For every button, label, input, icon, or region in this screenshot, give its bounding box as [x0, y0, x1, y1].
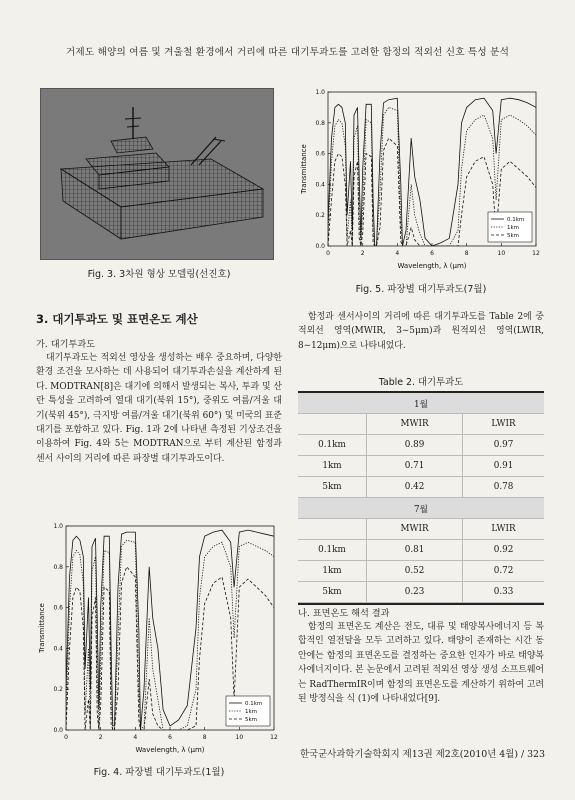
header-blank — [298, 519, 367, 540]
y-tick-label: 0.4 — [315, 181, 325, 189]
distance-cell: 5km — [298, 477, 367, 498]
fig4-chart-container — [36, 520, 282, 760]
y-tick-label: 1.0 — [53, 523, 63, 530]
subsection-b-title: 나. 표면온도 해석 결과 — [298, 608, 390, 619]
x-tick-label: 2 — [98, 734, 103, 741]
distance-cell: 0.1km — [298, 540, 367, 561]
x-tick-label: 2 — [360, 250, 365, 257]
table-row — [298, 540, 544, 561]
table-row — [298, 477, 544, 498]
paragraph-atmospheric: 대기투과도는 적외선 영상을 생성하는 배우 중요하며, 다양한 환경 조건을 모사하는 데 사용되어 대기투과손실을 계산하게 된다. MODTRAN[8]은 대기에 의해서 발생되는 복사, 투과 및 산란 특성을 고려하여 열대 대기(북위 15°), 중위도 여름/겨울 대기(북위 45°), 극지방 여름/겨울 대기(북위 60°) 및 미국의 표준 대기를 포함하고 있다. Fig. 1과 2에 나타낸 측정된 기상조건을 이용하여 Fig. 4와 5는 MODTRAN으로 부터 계산된 함정과 센서 사이의 거리에 따른 파장별 대기투과도이다. — [36, 353, 282, 464]
x-axis-label: Wavelength, λ (μm) — [397, 262, 467, 270]
x-tick-label: 4 — [133, 734, 138, 741]
y-tick-label: 0.0 — [315, 243, 325, 250]
legend-label: 0.1km — [507, 217, 525, 223]
value-cell: 0.78 — [463, 477, 544, 498]
y-tick-label: 1.0 — [315, 89, 325, 96]
ship-model-image — [40, 88, 274, 260]
y-tick-label: 0.8 — [315, 119, 325, 127]
month-label: 7월 — [298, 498, 544, 519]
x-axis-label: Wavelength, λ (μm) — [135, 746, 205, 754]
x-tick-label: 0 — [64, 734, 68, 741]
value-cell: 0.71 — [367, 456, 463, 477]
table-row — [298, 456, 544, 477]
x-tick-label: 12 — [532, 250, 540, 257]
y-tick-label: 0.0 — [53, 727, 63, 734]
y-tick-label: 0.2 — [315, 212, 325, 220]
legend-label: 0.1km — [245, 701, 263, 707]
table-row — [298, 582, 544, 603]
table-row — [298, 561, 544, 582]
value-cell: 0.42 — [367, 477, 463, 498]
table-header-row — [298, 519, 544, 540]
fig3-caption: Fig. 3. 3차원 형상 모델링(선진호) — [87, 269, 231, 280]
value-cell: 0.72 — [463, 561, 544, 582]
y-tick-label: 0.6 — [53, 604, 63, 612]
month-label: 1월 — [298, 393, 544, 414]
x-tick-label: 8 — [202, 734, 207, 741]
distance-cell: 0.1km — [298, 435, 367, 456]
table-row — [298, 435, 544, 456]
transmittance-table — [298, 393, 544, 603]
paragraph-surface-temp: 함정의 표면온도 계산은 전도, 대류 및 태양복사에너지 등 복합적인 열전달을 모두 고려하고 있다. 태양이 존재하는 시간 동안에는 함정의 표면온도를 결정하는 중요한 인자가 바로 태양복사에너지이다. 본 논문에서 고려된 적외선 영상 생성 소프트웨어는 RadThermIR이며 함정의 표면온도를 계산하기 위하여 고려된 방정식을 식 (1)에 나타내었다[9]. — [298, 622, 544, 705]
value-cell: 0.89 — [367, 435, 463, 456]
x-tick-label: 4 — [395, 250, 400, 257]
subsection-a-title: 가. 대기투과도 — [36, 339, 96, 350]
x-tick-label: 6 — [168, 734, 172, 741]
y-tick-label: 0.6 — [315, 150, 325, 158]
table-month-row — [298, 498, 544, 519]
legend-label: 1km — [245, 709, 258, 715]
distance-cell: 5km — [298, 582, 367, 603]
legend-label: 5km — [507, 233, 520, 239]
x-tick-label: 12 — [270, 734, 278, 741]
value-cell: 0.81 — [367, 540, 463, 561]
value-cell: 0.23 — [367, 582, 463, 603]
fig4-chart — [36, 520, 282, 760]
legend-label: 1km — [507, 225, 520, 231]
column-header: LWIR — [463, 414, 544, 435]
distance-cell: 1km — [298, 456, 367, 477]
journal-footer: 한국군사과학기술학회지 제13권 제2호(2010년 4월) / 323 — [300, 749, 545, 760]
y-tick-label: 0.4 — [53, 645, 63, 653]
fig5-chart — [298, 86, 544, 276]
column-header: MWIR — [367, 414, 463, 435]
x-tick-label: 10 — [235, 734, 244, 741]
value-cell: 0.92 — [463, 540, 544, 561]
paragraph-table-intro: 함정과 센서사이의 거리에 따른 대기투과도를 Table 2에 중적외선 영역(MWIR, 3∼5μm)과 원적외선 영역(LWIR, 8∼12μm)으로 나타내었다. — [298, 312, 544, 351]
y-tick-label: 0.8 — [53, 563, 63, 571]
table-header-row — [298, 414, 544, 435]
y-axis-label: Transmittance — [300, 144, 308, 194]
running-title: 거제도 해양의 여름 및 겨울철 환경에서 거리에 따른 대기투과도를 고려한 함정의 적외선 신호 특성 분석 — [65, 47, 510, 58]
value-cell: 0.52 — [367, 561, 463, 582]
table-month-row — [298, 393, 544, 414]
ship-wireframe — [41, 89, 273, 259]
fig5-caption: Fig. 5. 파장별 대기투과도(7월) — [355, 284, 487, 295]
table2 — [298, 391, 544, 605]
x-tick-label: 0 — [326, 250, 330, 257]
column-header: LWIR — [463, 519, 544, 540]
value-cell: 0.97 — [463, 435, 544, 456]
legend-label: 5km — [245, 717, 258, 723]
y-axis-label: Transmittance — [38, 603, 46, 653]
column-header: MWIR — [367, 519, 463, 540]
x-tick-label: 6 — [430, 250, 434, 257]
x-tick-label: 10 — [497, 250, 506, 257]
x-tick-label: 8 — [464, 250, 469, 257]
header-blank — [298, 414, 367, 435]
value-cell: 0.91 — [463, 456, 544, 477]
table2-title: Table 2. 대기투과도 — [378, 377, 464, 388]
section-title: 3. 대기투과도 및 표면온도 계산 — [36, 312, 198, 326]
fig4-caption: Fig. 4. 파장별 대기투과도(1월) — [93, 767, 225, 778]
distance-cell: 1km — [298, 561, 367, 582]
fig5-chart-container — [298, 86, 544, 276]
value-cell: 0.33 — [463, 582, 544, 603]
y-tick-label: 0.2 — [53, 686, 63, 694]
